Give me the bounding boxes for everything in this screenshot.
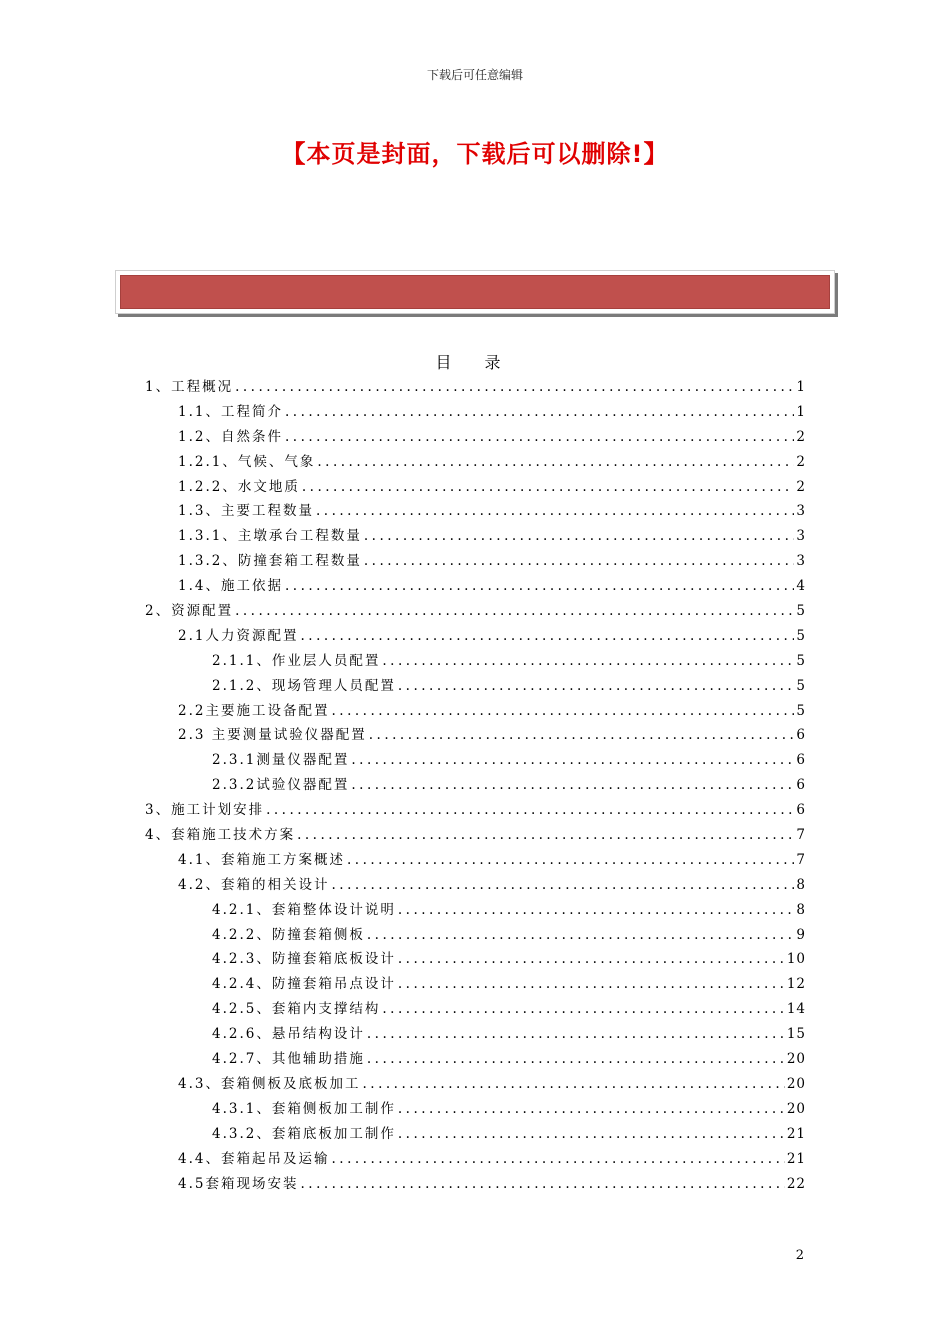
toc-dot-leader [398, 972, 785, 997]
toc-entry[interactable] [145, 400, 806, 425]
toc-entry-label: 1.4、施工依据 [178, 578, 283, 595]
toc-entry[interactable] [145, 1022, 806, 1047]
toc-dot-leader [235, 375, 794, 400]
toc-entry-label: 4.2.6、悬吊结构设计 [212, 1026, 365, 1043]
toc-dot-leader [235, 599, 794, 624]
toc-dot-leader [300, 1172, 784, 1197]
toc-entry[interactable] [145, 898, 806, 923]
toc-entry-page: 2 [796, 428, 806, 445]
toc-entry-page: 14 [786, 1001, 806, 1018]
toc-dot-leader [382, 649, 794, 674]
toc-entry[interactable] [145, 375, 806, 400]
toc-entry-label: 2.3.1测量仪器配置 [212, 752, 350, 769]
toc-dot-leader [331, 1147, 784, 1172]
toc-dot-leader [300, 624, 794, 649]
toc-entry[interactable] [145, 1072, 806, 1097]
toc-entry[interactable] [145, 624, 806, 649]
toc-entry-label: 2、资源配置 [145, 603, 234, 620]
toc-dot-leader [351, 748, 794, 773]
toc-dot-leader [297, 823, 794, 848]
toc-dot-leader [367, 1022, 785, 1047]
toc-dot-leader [347, 848, 794, 873]
toc-entry-page: 10 [786, 951, 806, 968]
toc-entry-label: 1.3、主要工程数量 [178, 503, 314, 520]
toc-dot-leader [364, 549, 795, 574]
toc-entry-label: 2.2主要施工设备配置 [178, 702, 330, 719]
toc-entry[interactable] [145, 450, 806, 475]
toc-entry[interactable] [145, 475, 806, 500]
toc-entry-page: 4 [796, 578, 806, 595]
toc-entry-label: 4.2.3、防撞套箱底板设计 [212, 951, 396, 968]
toc-entry-page: 8 [796, 876, 806, 893]
toc-dot-leader [398, 1122, 785, 1147]
toc-entry-page: 3 [796, 528, 806, 545]
toc-entry[interactable] [145, 923, 806, 948]
toc-entry[interactable] [145, 1047, 806, 1072]
toc-dot-leader [317, 450, 794, 475]
toc-entry-label: 4.4、套箱起吊及运输 [178, 1150, 330, 1167]
toc-entry-label: 4.1、套箱施工方案概述 [178, 851, 345, 868]
toc-entry[interactable] [145, 549, 806, 574]
toc-entry-page: 5 [796, 603, 806, 620]
toc-entry-label: 4.5套箱现场安装 [178, 1175, 299, 1192]
toc-entry[interactable] [145, 425, 806, 450]
toc-entry[interactable] [145, 723, 806, 748]
toc-dot-leader [398, 898, 795, 923]
page-number: 2 [795, 1248, 804, 1263]
toc-dot-leader [362, 1072, 784, 1097]
toc-entry-page: 2 [796, 453, 806, 470]
toc-entry-label: 1.2.1、气候、气象 [178, 453, 316, 470]
toc-entry[interactable] [145, 649, 806, 674]
toc-entry[interactable] [145, 947, 806, 972]
toc-entry[interactable] [145, 524, 806, 549]
toc-entry-page: 2 [796, 478, 806, 495]
toc-entry[interactable] [145, 499, 806, 524]
toc-entry[interactable] [145, 798, 806, 823]
toc-entry[interactable] [145, 1122, 806, 1147]
toc-entry-label: 2.3 主要测量试验仪器配置 [178, 727, 367, 744]
toc-entry[interactable] [145, 972, 806, 997]
toc-entry-page: 20 [786, 1075, 806, 1092]
toc-entry-label: 4.3.1、套箱侧板加工制作 [212, 1100, 396, 1117]
toc-entry[interactable] [145, 674, 806, 699]
toc-entry[interactable] [145, 1172, 806, 1197]
toc-entry-label: 4.2.2、防撞套箱侧板 [212, 926, 365, 943]
toc-entry[interactable] [145, 1147, 806, 1172]
cover-removal-note: 【本页是封面，下载后可以删除!】 [281, 140, 669, 168]
toc-entry-page: 7 [796, 827, 806, 844]
toc-entry-page: 6 [796, 777, 806, 794]
toc-entry-page: 6 [796, 802, 806, 819]
table-of-contents [145, 375, 806, 1196]
toc-dot-leader [285, 574, 794, 599]
toc-entry-page: 5 [796, 702, 806, 719]
header-note: 下载后可任意编辑 [426, 68, 523, 82]
toc-entry-page: 12 [786, 976, 806, 993]
toc-entry-page: 21 [786, 1150, 806, 1167]
toc-dot-leader [367, 923, 795, 948]
toc-entry[interactable] [145, 748, 806, 773]
toc-entry-label: 1.3.2、防撞套箱工程数量 [178, 553, 362, 570]
toc-entry-label: 1.2.2、水文地质 [178, 478, 300, 495]
toc-entry-page: 1 [796, 403, 806, 420]
toc-entry-page: 1 [796, 379, 806, 395]
toc-dot-leader [316, 499, 794, 524]
toc-dot-leader [367, 1047, 785, 1072]
toc-entry-label: 4.3.2、套箱底板加工制作 [212, 1125, 396, 1142]
toc-entry-label: 3、施工计划安排 [145, 802, 265, 819]
toc-entry-page: 6 [796, 727, 806, 744]
toc-dot-leader [285, 400, 794, 425]
toc-entry-label: 4.2.5、套箱内支撑结构 [212, 1001, 381, 1018]
toc-dot-leader [351, 773, 794, 798]
toc-entry[interactable] [145, 873, 806, 898]
toc-dot-leader [285, 425, 794, 450]
decorative-banner [120, 275, 830, 309]
toc-entry-page: 15 [786, 1026, 806, 1043]
toc-entry-page: 5 [796, 652, 806, 669]
toc-entry[interactable] [145, 574, 806, 599]
toc-dot-leader [398, 1097, 785, 1122]
toc-entry[interactable] [145, 823, 806, 848]
toc-entry[interactable] [145, 773, 806, 798]
toc-dot-leader [331, 699, 794, 724]
toc-dot-leader [331, 873, 794, 898]
toc-entry-page: 20 [786, 1051, 806, 1068]
toc-entry-page: 8 [796, 901, 806, 918]
toc-entry-label: 4.2、套箱的相关设计 [178, 876, 330, 893]
toc-entry-page: 3 [796, 503, 806, 520]
toc-entry[interactable] [145, 1097, 806, 1122]
toc-dot-leader [369, 723, 795, 748]
toc-entry-page: 5 [796, 677, 806, 694]
toc-title: 目 录 [435, 353, 515, 372]
toc-entry-label: 4.2.7、其他辅助措施 [212, 1051, 365, 1068]
toc-entry-label: 1.1、工程简介 [178, 403, 283, 420]
toc-entry-page: 9 [796, 926, 806, 943]
toc-entry-label: 1.3.1、主墩承台工程数量 [178, 528, 362, 545]
toc-entry-page: 20 [786, 1100, 806, 1117]
toc-entry-label: 4.3、套箱侧板及底板加工 [178, 1075, 361, 1092]
toc-entry-page: 5 [796, 627, 806, 644]
toc-entry-page: 3 [796, 553, 806, 570]
toc-entry-page: 22 [786, 1175, 806, 1192]
toc-entry-label: 2.1人力资源配置 [178, 627, 299, 644]
toc-entry-page: 7 [796, 851, 806, 868]
toc-entry-label: 1、工程概况 [145, 379, 234, 395]
toc-entry-label: 1.2、自然条件 [178, 428, 283, 445]
toc-dot-leader [364, 524, 795, 549]
toc-dot-leader [302, 475, 795, 500]
toc-entry[interactable] [145, 848, 806, 873]
toc-entry-label: 2.3.2试验仪器配置 [212, 777, 350, 794]
toc-entry-label: 4、套箱施工技术方案 [145, 827, 296, 844]
toc-entry-label: 4.2.1、套箱整体设计说明 [212, 901, 396, 918]
toc-entry-label: 2.1.2、现场管理人员配置 [212, 677, 396, 694]
toc-entry-label: 2.1.1、作业层人员配置 [212, 652, 381, 669]
toc-dot-leader [382, 997, 784, 1022]
toc-entry-page: 21 [786, 1125, 806, 1142]
toc-dot-leader [266, 798, 794, 823]
toc-dot-leader [398, 674, 795, 699]
toc-dot-leader [398, 947, 785, 972]
toc-entry[interactable] [145, 599, 806, 624]
toc-entry-page: 6 [796, 752, 806, 769]
toc-entry[interactable] [145, 699, 806, 724]
toc-entry-label: 4.2.4、防撞套箱吊点设计 [212, 976, 396, 993]
decorative-banner-frame [115, 270, 835, 314]
toc-entry[interactable] [145, 997, 806, 1022]
